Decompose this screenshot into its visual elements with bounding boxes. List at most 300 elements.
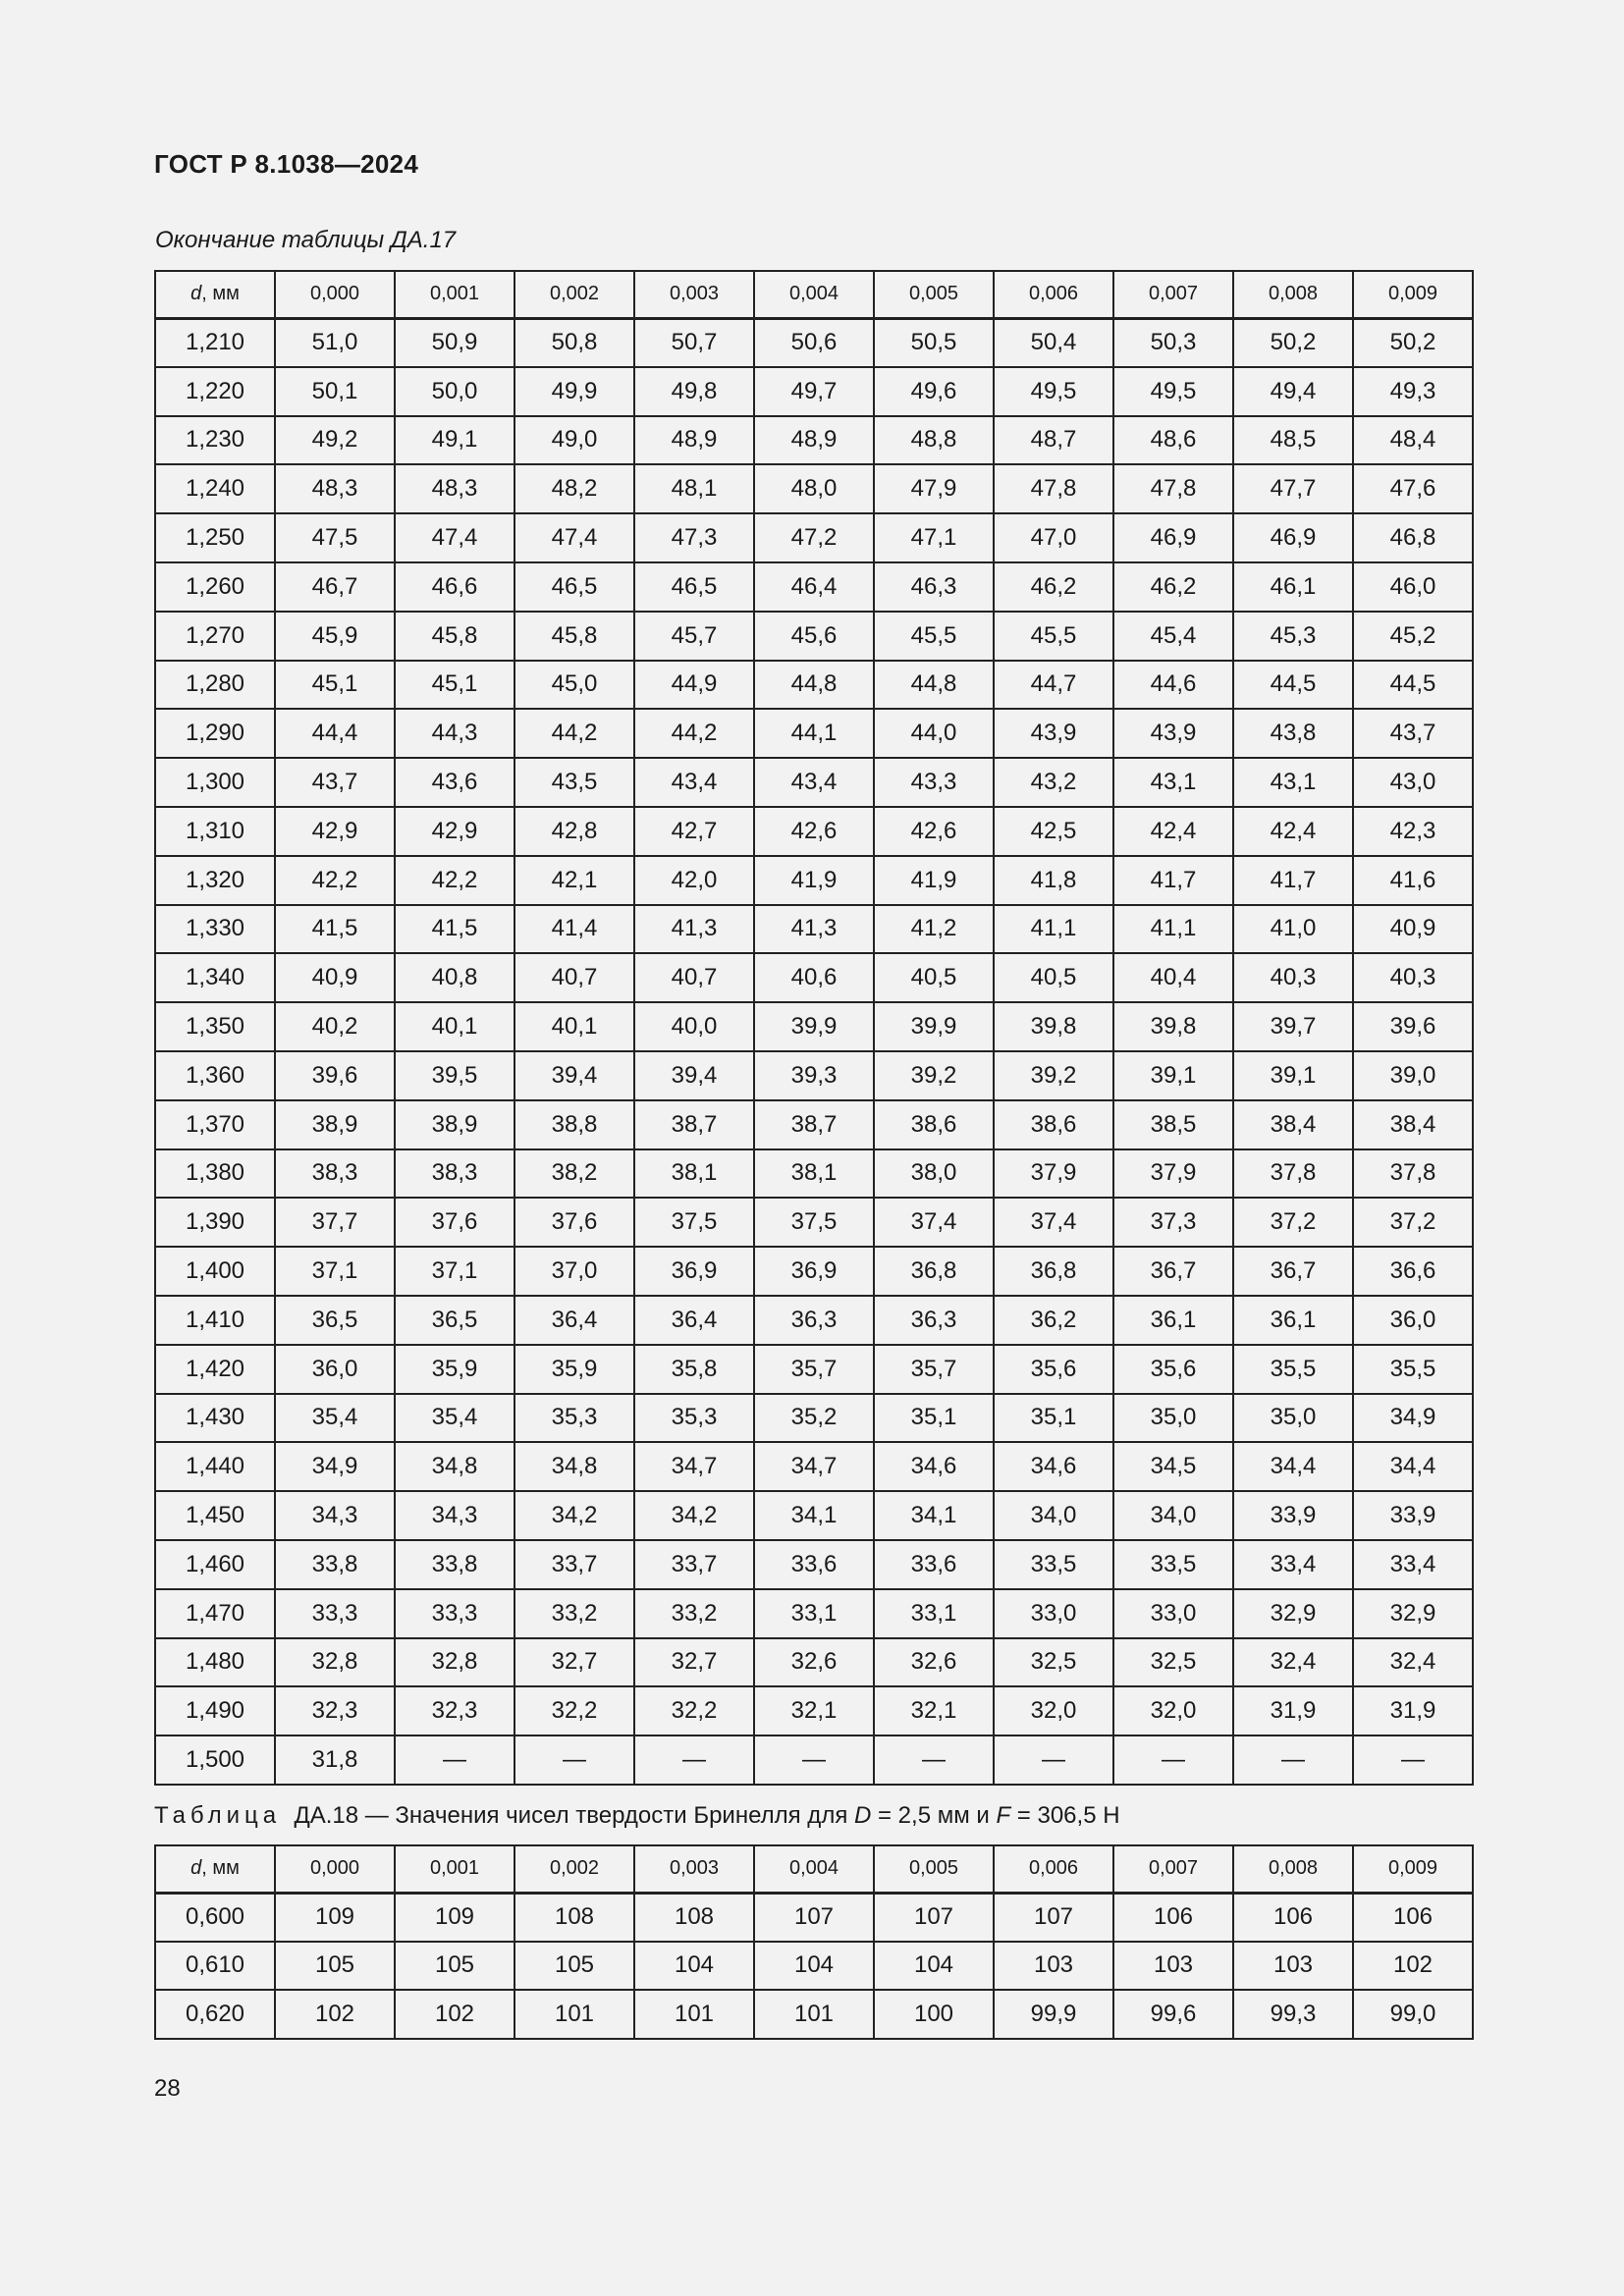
hardness-value: 43,8 xyxy=(1233,709,1353,758)
hardness-value: 47,0 xyxy=(994,513,1113,562)
hardness-value: 41,3 xyxy=(634,905,754,954)
hardness-value: 101 xyxy=(754,1990,874,2039)
hardness-value: 32,3 xyxy=(275,1686,395,1735)
hardness-value: 47,1 xyxy=(874,513,994,562)
hardness-value: 35,4 xyxy=(275,1394,395,1443)
hardness-value: 43,3 xyxy=(874,758,994,807)
hardness-value: 41,4 xyxy=(514,905,634,954)
document-code: ГОСТ Р 8.1038—2024 xyxy=(154,149,419,179)
hardness-value: 101 xyxy=(514,1990,634,2039)
header-cell: 0,007 xyxy=(1113,1845,1233,1893)
hardness-value: 47,7 xyxy=(1233,464,1353,513)
header-cell: 0,003 xyxy=(634,1845,754,1893)
table-row xyxy=(155,513,1473,562)
hardness-value: 46,8 xyxy=(1353,513,1473,562)
hardness-value: 101 xyxy=(634,1990,754,2039)
hardness-value: 39,0 xyxy=(1353,1051,1473,1100)
hardness-value: 45,7 xyxy=(634,612,754,661)
table-row xyxy=(155,1990,1473,2039)
hardness-value: 46,9 xyxy=(1113,513,1233,562)
symbol-f: F xyxy=(996,1802,1011,1829)
hardness-value: 46,7 xyxy=(275,562,395,612)
hardness-value: 39,8 xyxy=(1113,1002,1233,1051)
hardness-value: 108 xyxy=(514,1893,634,1942)
header-cell: 0,005 xyxy=(874,271,994,318)
hardness-value: 32,0 xyxy=(994,1686,1113,1735)
hardness-value: 36,0 xyxy=(1353,1296,1473,1345)
hardness-value: 40,5 xyxy=(994,953,1113,1002)
row-d-value: 1,250 xyxy=(155,513,275,562)
d-unit: , мм xyxy=(201,1857,240,1880)
hardness-value: 41,7 xyxy=(1113,856,1233,905)
hardness-value: 44,7 xyxy=(994,661,1113,710)
hardness-value: 48,2 xyxy=(514,464,634,513)
row-d-value: 1,300 xyxy=(155,758,275,807)
hardness-value: 48,8 xyxy=(874,416,994,465)
row-d-value: 1,360 xyxy=(155,1051,275,1100)
row-d-value: 1,240 xyxy=(155,464,275,513)
header-cell: 0,002 xyxy=(514,1845,634,1893)
hardness-value: 49,5 xyxy=(1113,367,1233,416)
hardness-value: 50,2 xyxy=(1233,318,1353,367)
hardness-value: 45,9 xyxy=(275,612,395,661)
hardness-value: 40,4 xyxy=(1113,953,1233,1002)
table-row xyxy=(155,416,1473,465)
hardness-value: 41,5 xyxy=(395,905,514,954)
hardness-value: 41,7 xyxy=(1233,856,1353,905)
hardness-value: 36,4 xyxy=(634,1296,754,1345)
hardness-value: 33,6 xyxy=(874,1540,994,1589)
hardness-value: 44,9 xyxy=(634,661,754,710)
hardness-value: 38,1 xyxy=(754,1149,874,1199)
hardness-value: 44,6 xyxy=(1113,661,1233,710)
hardness-value: 45,1 xyxy=(395,661,514,710)
hardness-value: 50,8 xyxy=(514,318,634,367)
hardness-value: 49,8 xyxy=(634,367,754,416)
hardness-value: 48,6 xyxy=(1113,416,1233,465)
hardness-value: 38,2 xyxy=(514,1149,634,1199)
hardness-value: 33,7 xyxy=(514,1540,634,1589)
hardness-value: 35,2 xyxy=(754,1394,874,1443)
hardness-value: 35,0 xyxy=(1233,1394,1353,1443)
row-d-value: 1,340 xyxy=(155,953,275,1002)
hardness-value: 36,1 xyxy=(1113,1296,1233,1345)
hardness-value: 43,0 xyxy=(1353,758,1473,807)
row-d-value: 1,220 xyxy=(155,367,275,416)
table-row xyxy=(155,367,1473,416)
hardness-value: 39,4 xyxy=(514,1051,634,1100)
header-cell: 0,002 xyxy=(514,271,634,318)
hardness-value: 35,1 xyxy=(994,1394,1113,1443)
hardness-value: 37,6 xyxy=(514,1198,634,1247)
hardness-value: 47,8 xyxy=(994,464,1113,513)
table-row xyxy=(155,1893,1473,1942)
table-row xyxy=(155,1589,1473,1638)
row-d-value: 1,260 xyxy=(155,562,275,612)
hardness-value: 45,0 xyxy=(514,661,634,710)
hardness-value: 40,5 xyxy=(874,953,994,1002)
hardness-value: 42,6 xyxy=(754,807,874,856)
header-cell: 0,001 xyxy=(395,1845,514,1893)
hardness-value: 105 xyxy=(275,1942,395,1991)
table-row xyxy=(155,1002,1473,1051)
hardness-value: 37,2 xyxy=(1353,1198,1473,1247)
header-cell: 0,000 xyxy=(275,271,395,318)
hardness-value: 40,3 xyxy=(1353,953,1473,1002)
row-d-value: 1,210 xyxy=(155,318,275,367)
hardness-value: 42,8 xyxy=(514,807,634,856)
hardness-value: 32,5 xyxy=(1113,1638,1233,1687)
hardness-value: 32,5 xyxy=(994,1638,1113,1687)
hardness-value: 35,5 xyxy=(1353,1345,1473,1394)
hardness-value: 36,7 xyxy=(1233,1247,1353,1296)
hardness-value: 105 xyxy=(395,1942,514,1991)
header-cell: 0,009 xyxy=(1353,271,1473,318)
table-row xyxy=(155,1296,1473,1345)
hardness-value: 33,4 xyxy=(1353,1540,1473,1589)
hardness-value: 44,2 xyxy=(514,709,634,758)
hardness-value: 33,2 xyxy=(514,1589,634,1638)
table-row xyxy=(155,1491,1473,1540)
hardness-value: 107 xyxy=(754,1893,874,1942)
hardness-value: 37,8 xyxy=(1233,1149,1353,1199)
table-row xyxy=(155,758,1473,807)
hardness-value: 41,8 xyxy=(994,856,1113,905)
hardness-value: 108 xyxy=(634,1893,754,1942)
row-d-value: 1,480 xyxy=(155,1638,275,1687)
hardness-value: 49,1 xyxy=(395,416,514,465)
hardness-value: 44,1 xyxy=(754,709,874,758)
hardness-value: 42,3 xyxy=(1353,807,1473,856)
hardness-value: 104 xyxy=(634,1942,754,1991)
row-d-value: 0,620 xyxy=(155,1990,275,2039)
hardness-value: 33,3 xyxy=(395,1589,514,1638)
hardness-value: — xyxy=(1353,1735,1473,1785)
hardness-value: 49,7 xyxy=(754,367,874,416)
table-row xyxy=(155,318,1473,367)
hardness-value: 36,0 xyxy=(275,1345,395,1394)
row-d-value: 1,290 xyxy=(155,709,275,758)
hardness-value: 100 xyxy=(874,1990,994,2039)
header-cell: 0,006 xyxy=(994,271,1113,318)
hardness-value: 103 xyxy=(1233,1942,1353,1991)
hardness-value: 48,7 xyxy=(994,416,1113,465)
hardness-value: 40,1 xyxy=(514,1002,634,1051)
hardness-value: 50,9 xyxy=(395,318,514,367)
hardness-value: 106 xyxy=(1113,1893,1233,1942)
table-da17-caption: Окончание таблицы ДА.17 xyxy=(155,227,457,253)
hardness-value: 45,8 xyxy=(514,612,634,661)
hardness-value: 42,4 xyxy=(1113,807,1233,856)
row-d-value: 1,370 xyxy=(155,1100,275,1149)
table-row xyxy=(155,1345,1473,1394)
hardness-value: 44,5 xyxy=(1353,661,1473,710)
hardness-value: 41,6 xyxy=(1353,856,1473,905)
value-f: = 306,5 Н xyxy=(1010,1802,1120,1829)
hardness-value: 38,8 xyxy=(514,1100,634,1149)
hardness-value: 36,9 xyxy=(754,1247,874,1296)
hardness-value: 35,9 xyxy=(395,1345,514,1394)
hardness-value: 102 xyxy=(1353,1942,1473,1991)
hardness-value: 37,2 xyxy=(1233,1198,1353,1247)
hardness-value: 48,9 xyxy=(634,416,754,465)
hardness-value: 32,6 xyxy=(754,1638,874,1687)
hardness-value: 43,4 xyxy=(634,758,754,807)
hardness-value: — xyxy=(395,1735,514,1785)
hardness-value: 34,8 xyxy=(514,1442,634,1491)
hardness-value: 38,5 xyxy=(1113,1100,1233,1149)
hardness-value: 42,1 xyxy=(514,856,634,905)
hardness-value: 39,2 xyxy=(874,1051,994,1100)
hardness-value: 51,0 xyxy=(275,318,395,367)
hardness-value: 35,8 xyxy=(634,1345,754,1394)
hardness-value: 34,7 xyxy=(634,1442,754,1491)
hardness-value: 32,4 xyxy=(1233,1638,1353,1687)
hardness-value: 32,7 xyxy=(514,1638,634,1687)
table-row xyxy=(155,905,1473,954)
hardness-value: 33,8 xyxy=(275,1540,395,1589)
hardness-value: 49,9 xyxy=(514,367,634,416)
hardness-value: 49,6 xyxy=(874,367,994,416)
header-cell: 0,009 xyxy=(1353,1845,1473,1893)
hardness-value: 33,9 xyxy=(1353,1491,1473,1540)
hardness-value: 35,7 xyxy=(874,1345,994,1394)
hardness-value: — xyxy=(634,1735,754,1785)
hardness-value: 33,5 xyxy=(1113,1540,1233,1589)
hardness-value: 40,1 xyxy=(395,1002,514,1051)
hardness-value: 43,7 xyxy=(1353,709,1473,758)
hardness-value: 45,6 xyxy=(754,612,874,661)
hardness-value: 42,9 xyxy=(275,807,395,856)
hardness-value: 48,1 xyxy=(634,464,754,513)
row-d-value: 1,490 xyxy=(155,1686,275,1735)
hardness-value: 33,1 xyxy=(754,1589,874,1638)
hardness-value: 47,5 xyxy=(275,513,395,562)
hardness-value: 46,6 xyxy=(395,562,514,612)
row-d-value: 0,610 xyxy=(155,1942,275,1991)
table-row xyxy=(155,1442,1473,1491)
hardness-value: 37,8 xyxy=(1353,1149,1473,1199)
hardness-value: 39,9 xyxy=(874,1002,994,1051)
hardness-value: 40,9 xyxy=(275,953,395,1002)
hardness-value: 33,0 xyxy=(994,1589,1113,1638)
symbol-d: D xyxy=(853,1802,872,1829)
row-d-value: 1,390 xyxy=(155,1198,275,1247)
value-d: = 2,5 мм и xyxy=(871,1802,997,1829)
table-row xyxy=(155,709,1473,758)
hardness-value: 35,3 xyxy=(634,1394,754,1443)
hardness-value: 103 xyxy=(994,1942,1113,1991)
hardness-value: 50,6 xyxy=(754,318,874,367)
hardness-value: 46,2 xyxy=(994,562,1113,612)
table-row xyxy=(155,1942,1473,1991)
table-row xyxy=(155,1100,1473,1149)
hardness-value: — xyxy=(1113,1735,1233,1785)
hardness-value: 34,0 xyxy=(994,1491,1113,1540)
table-row xyxy=(155,807,1473,856)
hardness-value: 38,6 xyxy=(994,1100,1113,1149)
hardness-value: 40,2 xyxy=(275,1002,395,1051)
d-symbol: d xyxy=(190,283,202,305)
hardness-value: 33,6 xyxy=(754,1540,874,1589)
hardness-value: 103 xyxy=(1113,1942,1233,1991)
hardness-value: 48,9 xyxy=(754,416,874,465)
header-cell-d xyxy=(155,1845,275,1893)
hardness-value: 38,4 xyxy=(1353,1100,1473,1149)
hardness-value: 34,9 xyxy=(275,1442,395,1491)
hardness-value: 46,9 xyxy=(1233,513,1353,562)
hardness-value: 40,7 xyxy=(514,953,634,1002)
row-d-value: 1,230 xyxy=(155,416,275,465)
hardness-value: 34,0 xyxy=(1113,1491,1233,1540)
header-cell: 0,008 xyxy=(1233,271,1353,318)
hardness-value: 41,1 xyxy=(994,905,1113,954)
table-row xyxy=(155,562,1473,612)
hardness-value: 50,4 xyxy=(994,318,1113,367)
hardness-value: 35,9 xyxy=(514,1345,634,1394)
hardness-value: 106 xyxy=(1233,1893,1353,1942)
table-row xyxy=(155,464,1473,513)
hardness-value: 40,3 xyxy=(1233,953,1353,1002)
hardness-value: 33,7 xyxy=(634,1540,754,1589)
hardness-value: 38,6 xyxy=(874,1100,994,1149)
hardness-value: 34,8 xyxy=(395,1442,514,1491)
hardness-value: 106 xyxy=(1353,1893,1473,1942)
hardness-value: 37,3 xyxy=(1113,1198,1233,1247)
hardness-value: 43,1 xyxy=(1233,758,1353,807)
hardness-value: 33,1 xyxy=(874,1589,994,1638)
hardness-value: 34,6 xyxy=(994,1442,1113,1491)
hardness-value: 47,4 xyxy=(395,513,514,562)
row-d-value: 1,400 xyxy=(155,1247,275,1296)
hardness-value: 36,4 xyxy=(514,1296,634,1345)
hardness-value: 41,1 xyxy=(1113,905,1233,954)
hardness-value: 36,1 xyxy=(1233,1296,1353,1345)
hardness-value: 35,4 xyxy=(395,1394,514,1443)
hardness-value: 34,2 xyxy=(514,1491,634,1540)
hardness-value: 39,6 xyxy=(275,1051,395,1100)
hardness-value: 40,6 xyxy=(754,953,874,1002)
header-cell: 0,003 xyxy=(634,271,754,318)
hardness-value: 48,3 xyxy=(275,464,395,513)
hardness-value: 49,0 xyxy=(514,416,634,465)
hardness-value: 36,3 xyxy=(874,1296,994,1345)
hardness-value: 42,5 xyxy=(994,807,1113,856)
hardness-value: 38,3 xyxy=(395,1149,514,1199)
hardness-value: 35,7 xyxy=(754,1345,874,1394)
hardness-value: 46,0 xyxy=(1353,562,1473,612)
hardness-value: 50,1 xyxy=(275,367,395,416)
hardness-value: 44,8 xyxy=(874,661,994,710)
hardness-value: 99,9 xyxy=(994,1990,1113,2039)
row-d-value: 1,500 xyxy=(155,1735,275,1785)
row-d-value: 0,600 xyxy=(155,1893,275,1942)
hardness-value: 49,3 xyxy=(1353,367,1473,416)
hardness-value: 43,9 xyxy=(1113,709,1233,758)
hardness-value: 36,9 xyxy=(634,1247,754,1296)
page-number: 28 xyxy=(154,2075,181,2102)
row-d-value: 1,460 xyxy=(155,1540,275,1589)
hardness-value: 39,7 xyxy=(1233,1002,1353,1051)
hardness-value: 32,2 xyxy=(514,1686,634,1735)
hardness-value: 33,0 xyxy=(1113,1589,1233,1638)
hardness-value: 34,7 xyxy=(754,1442,874,1491)
hardness-value: 46,1 xyxy=(1233,562,1353,612)
hardness-value: 45,8 xyxy=(395,612,514,661)
table-number: ДА.18 xyxy=(294,1802,359,1829)
hardness-value: 34,2 xyxy=(634,1491,754,1540)
hardness-value: 34,9 xyxy=(1353,1394,1473,1443)
hardness-value: 37,1 xyxy=(275,1247,395,1296)
hardness-value: 41,5 xyxy=(275,905,395,954)
hardness-value: 35,6 xyxy=(994,1345,1113,1394)
table-label: Таблица xyxy=(154,1802,282,1829)
hardness-value: 41,0 xyxy=(1233,905,1353,954)
table-row xyxy=(155,1198,1473,1247)
hardness-value: 36,3 xyxy=(754,1296,874,1345)
hardness-value: 39,8 xyxy=(994,1002,1113,1051)
hardness-value: 47,9 xyxy=(874,464,994,513)
row-d-value: 1,270 xyxy=(155,612,275,661)
row-d-value: 1,470 xyxy=(155,1589,275,1638)
table-header-row xyxy=(155,271,1473,318)
header-cell: 0,004 xyxy=(754,1845,874,1893)
hardness-value: 42,7 xyxy=(634,807,754,856)
hardness-value: 37,9 xyxy=(994,1149,1113,1199)
hardness-value: — xyxy=(874,1735,994,1785)
hardness-value: 50,5 xyxy=(874,318,994,367)
hardness-value: 109 xyxy=(275,1893,395,1942)
hardness-value: 33,2 xyxy=(634,1589,754,1638)
hardness-value: 43,4 xyxy=(754,758,874,807)
hardness-value: 37,6 xyxy=(395,1198,514,1247)
table-row xyxy=(155,856,1473,905)
hardness-value: 37,1 xyxy=(395,1247,514,1296)
hardness-value: 34,6 xyxy=(874,1442,994,1491)
hardness-value: 34,4 xyxy=(1353,1442,1473,1491)
hardness-value: 49,5 xyxy=(994,367,1113,416)
hardness-value: 41,2 xyxy=(874,905,994,954)
hardness-value: 42,4 xyxy=(1233,807,1353,856)
hardness-value: 48,3 xyxy=(395,464,514,513)
hardness-value: 38,7 xyxy=(754,1100,874,1149)
hardness-value: 104 xyxy=(874,1942,994,1991)
hardness-value: 102 xyxy=(395,1990,514,2039)
hardness-value: 32,9 xyxy=(1353,1589,1473,1638)
hardness-value: 48,5 xyxy=(1233,416,1353,465)
row-d-value: 1,280 xyxy=(155,661,275,710)
hardness-value: 43,9 xyxy=(994,709,1113,758)
hardness-value: 40,7 xyxy=(634,953,754,1002)
hardness-value: 43,1 xyxy=(1113,758,1233,807)
hardness-value: 44,0 xyxy=(874,709,994,758)
hardness-value: 45,4 xyxy=(1113,612,1233,661)
row-d-value: 1,330 xyxy=(155,905,275,954)
hardness-value: 33,9 xyxy=(1233,1491,1353,1540)
hardness-value: 31,9 xyxy=(1233,1686,1353,1735)
hardness-value: 32,6 xyxy=(874,1638,994,1687)
table-row xyxy=(155,1149,1473,1199)
hardness-value: 45,2 xyxy=(1353,612,1473,661)
hardness-value: 41,3 xyxy=(754,905,874,954)
hardness-value: 38,4 xyxy=(1233,1100,1353,1149)
hardness-value: 40,8 xyxy=(395,953,514,1002)
hardness-value: 46,5 xyxy=(514,562,634,612)
hardness-value: 47,8 xyxy=(1113,464,1233,513)
hardness-value: 37,4 xyxy=(874,1198,994,1247)
hardness-value: 44,2 xyxy=(634,709,754,758)
hardness-value: 43,7 xyxy=(275,758,395,807)
